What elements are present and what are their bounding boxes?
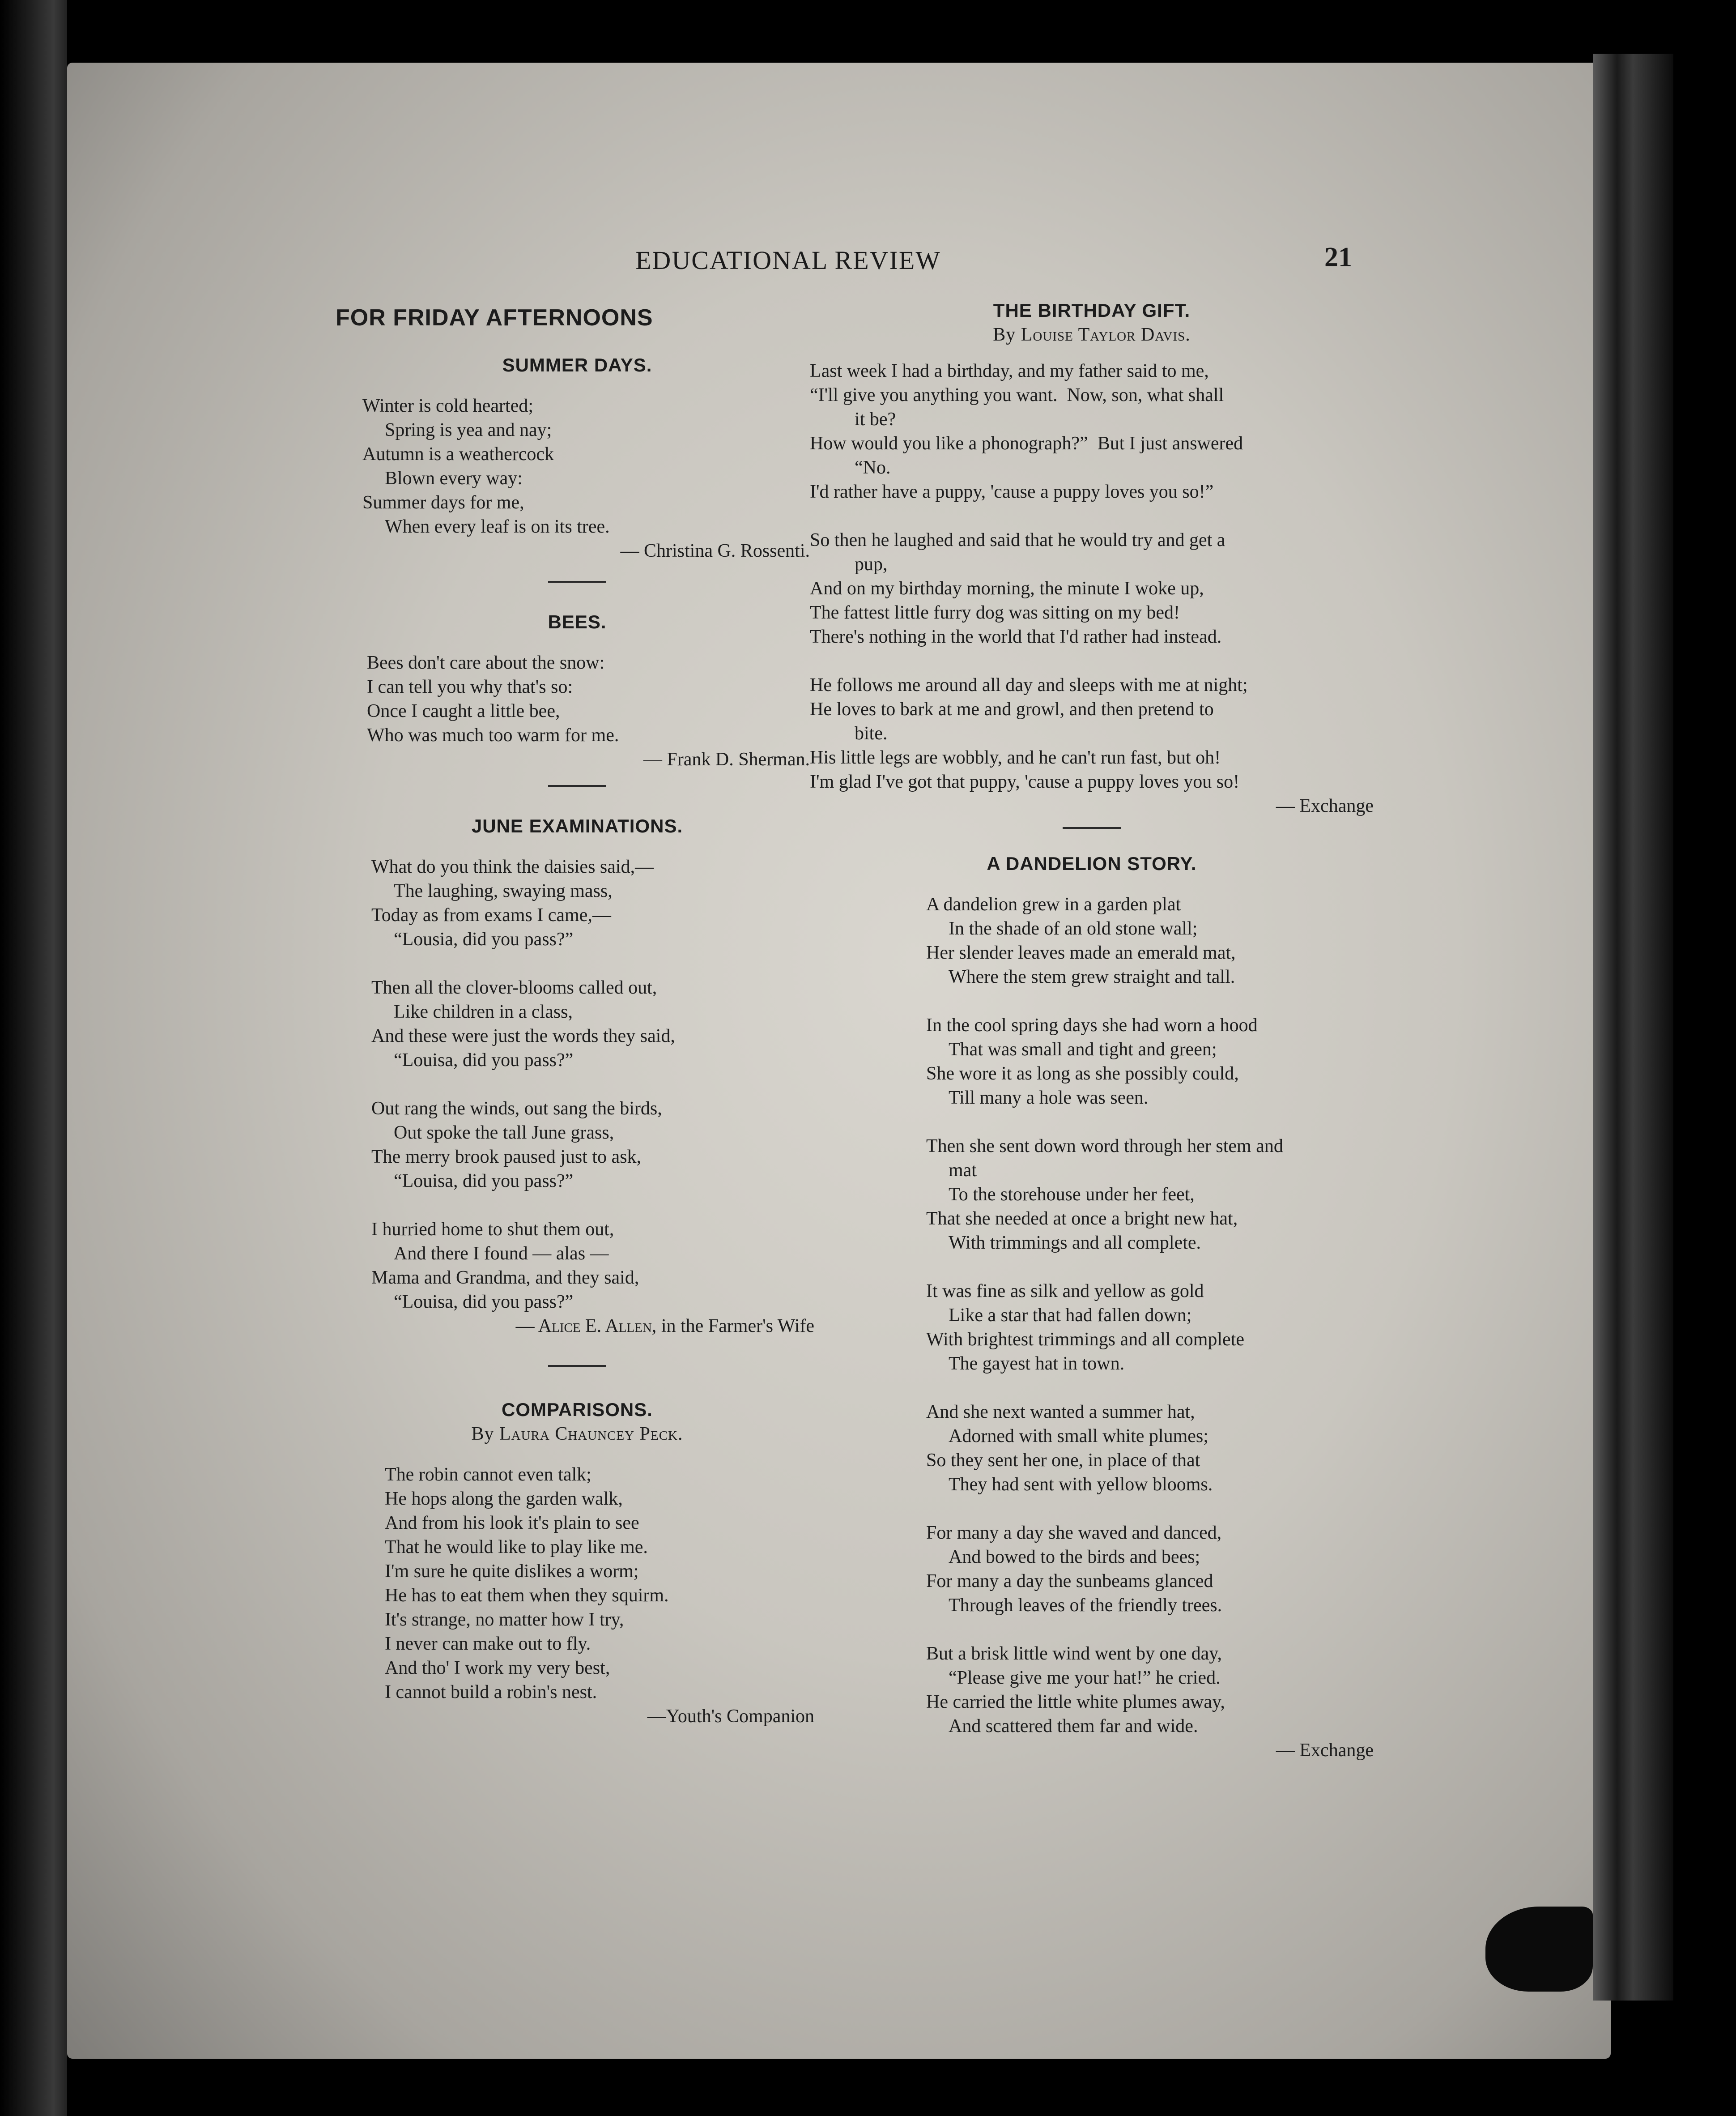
- attribution: — Exchange: [1276, 1740, 1374, 1761]
- poem-line: Summer days for me,: [362, 492, 524, 513]
- poem-line: He hops along the garden walk,: [385, 1489, 623, 1509]
- stanza: [926, 1279, 1374, 1376]
- stanza: [926, 1642, 1374, 1738]
- poem-line: But a brisk little wind went by one day,: [926, 1643, 1222, 1664]
- stanza: [926, 1521, 1374, 1617]
- poem-title-bees: BEES.: [548, 611, 607, 632]
- stanza: [371, 1096, 819, 1193]
- poem-line: That he would like to play like me.: [385, 1537, 648, 1557]
- left-column: [336, 304, 819, 1728]
- attribution: — Christina G. Rossenti.: [620, 541, 810, 561]
- poem-title-comparisons: COMPARISONS.: [502, 1399, 653, 1420]
- poem-line: Then all the clover-blooms called out,: [371, 977, 657, 998]
- byline: [810, 324, 1374, 346]
- poem-line: Mama and Grandma, and they said,: [371, 1267, 639, 1288]
- poem-title-birthday-gift: THE BIRTHDAY GIFT.: [993, 300, 1191, 321]
- poem-line: Adorned with small white plumes;: [949, 1426, 1208, 1446]
- poem-line: “Louisa, did you pass?”: [394, 1292, 574, 1312]
- attribution: — Exchange: [1276, 796, 1374, 816]
- poem-line: Who was much too warm for me.: [367, 725, 619, 746]
- poem-line: Today as from exams I came,—: [371, 905, 611, 926]
- stanza: [371, 976, 819, 1072]
- poem-line: What do you think the daisies said,—: [371, 857, 654, 877]
- poem-line: “Louisa, did you pass?”: [394, 1050, 574, 1071]
- right-book-gutter: [1593, 54, 1673, 2001]
- attribution: — Frank D. Sherman.: [643, 749, 810, 770]
- attribution: [336, 1314, 819, 1338]
- poem-line: “I'll give you anything you want. Now, son, what shall: [810, 385, 1224, 405]
- poem-line: With trimmings and all complete.: [949, 1233, 1201, 1253]
- poem-line: “Lousia, did you pass?”: [394, 929, 574, 950]
- stanza: [926, 1134, 1374, 1255]
- stanza: [926, 1013, 1374, 1110]
- poem-line: Through leaves of the friendly trees.: [949, 1595, 1222, 1616]
- poem-title-dandelion-story: A DANDELION STORY.: [987, 853, 1197, 874]
- byline: [336, 1423, 819, 1445]
- poem-line: They had sent with yellow blooms.: [949, 1474, 1213, 1495]
- poem-line: His little legs are wobbly, and he can't run fast, but oh!: [810, 747, 1221, 768]
- poem-comparisons: [336, 1463, 819, 1704]
- attribution-source: in the Farmer's Wife: [656, 1316, 814, 1336]
- poem-line: mat: [949, 1160, 977, 1181]
- poem-line: How would you like a phonograph?” But I just answered: [810, 433, 1243, 454]
- attribution: —Youth's Companion: [647, 1706, 814, 1727]
- poem-line: I'm sure he quite dislikes a worm;: [385, 1561, 639, 1582]
- byline-author: Laura Chauncey Peck.: [499, 1424, 683, 1444]
- poem-line: The laughing, swaying mass,: [394, 881, 613, 901]
- running-header: EDUCATIONAL REVIEW: [635, 246, 941, 275]
- poem-line: I'm glad I've got that puppy, 'cause a puppy loves you so!: [810, 772, 1240, 792]
- poem-line: He has to eat them when they squirm.: [385, 1585, 669, 1606]
- poem-line: “Please give me your hat!” he cried.: [949, 1668, 1221, 1688]
- poem-birthday-gift: [810, 359, 1374, 794]
- poem-line: Where the stem grew straight and tall.: [949, 967, 1235, 987]
- poem-line: For many a day the sunbeams glanced: [926, 1571, 1213, 1591]
- poem-line: It was fine as silk and yellow as gold: [926, 1281, 1204, 1301]
- poem-line: I hurried home to shut them out,: [371, 1219, 614, 1240]
- poem-line: In the shade of an old stone wall;: [949, 918, 1198, 939]
- stanza: [926, 1400, 1374, 1497]
- poem-line: So they sent her one, in place of that: [926, 1450, 1200, 1471]
- poem-line: Winter is cold hearted;: [362, 396, 533, 416]
- poem-line: bite.: [855, 723, 888, 744]
- poem-line: There's nothing in the world that I'd rather had instead.: [810, 627, 1222, 647]
- poem-line: That she needed at once a bright new hat,: [926, 1208, 1238, 1229]
- poem-line: And these were just the words they said,: [371, 1026, 675, 1046]
- page-number: 21: [1324, 242, 1352, 273]
- stanza: [371, 1217, 819, 1314]
- poem-line: Like children in a class,: [394, 1002, 573, 1022]
- byline-prefix: By: [993, 324, 1021, 345]
- poem-line: In the cool spring days she had worn a hood: [926, 1015, 1258, 1036]
- byline-prefix: By: [471, 1424, 500, 1444]
- poem-line: For many a day she waved and danced,: [926, 1523, 1222, 1543]
- poem-line: I never can make out to fly.: [385, 1634, 591, 1654]
- poem-line: Till many a hole was seen.: [949, 1088, 1149, 1108]
- poem-line: I can tell you why that's so:: [367, 677, 573, 697]
- poem-line: And there I found — alas —: [394, 1243, 609, 1264]
- poem-line: “Louisa, did you pass?”: [394, 1171, 574, 1191]
- poem-line: When every leaf is on its tree.: [385, 516, 610, 537]
- poem-line: A dandelion grew in a garden plat: [926, 894, 1181, 915]
- poem-line: He loves to bark at me and growl, and then pretend to: [810, 699, 1214, 720]
- stanza: [810, 673, 1374, 794]
- stanza: [371, 855, 819, 951]
- poem-line: And bowed to the birds and bees;: [949, 1547, 1200, 1567]
- poem-line: The merry brook paused just to ask,: [371, 1147, 642, 1167]
- poem-line: I cannot build a robin's nest.: [385, 1682, 597, 1702]
- left-book-gutter: [0, 0, 67, 2116]
- attribution-author: — Alice E. Allen,: [515, 1316, 657, 1336]
- poem-line: Spring is yea and nay;: [385, 420, 552, 440]
- stanza: [926, 892, 1374, 989]
- poem-line: Then she sent down word through her stem and: [926, 1136, 1283, 1156]
- poem-line: Out rang the winds, out sang the birds,: [371, 1098, 662, 1119]
- poem-line: Like a star that had fallen down;: [949, 1305, 1192, 1326]
- poem-line: Bees don't care about the snow:: [367, 653, 605, 673]
- poem-line: And tho' I work my very best,: [385, 1658, 610, 1678]
- poem-line: Autumn is a weathercock: [362, 444, 554, 465]
- poem-line: He carried the little white plumes away,: [926, 1692, 1225, 1712]
- poem-line: The robin cannot even talk;: [385, 1464, 591, 1485]
- poem-line: Last week I had a birthday, and my father said to me,: [810, 361, 1209, 381]
- poem-line: Out spoke the tall June grass,: [394, 1122, 614, 1143]
- poem-line: With brightest trimmings and all complete: [926, 1329, 1245, 1350]
- poem-line: That was small and tight and green;: [949, 1039, 1217, 1060]
- poem-line: The gayest hat in town.: [949, 1353, 1125, 1374]
- poem-line: To the storehouse under her feet,: [949, 1184, 1195, 1205]
- poem-line: And scattered them far and wide.: [949, 1716, 1198, 1736]
- poem-summer-days: [336, 394, 819, 539]
- poem-line: She wore it as long as she possibly could,: [926, 1063, 1239, 1084]
- poem-line: pup,: [855, 554, 888, 575]
- poem-line: And from his look it's plain to see: [385, 1513, 639, 1533]
- poem-bees: [336, 651, 819, 747]
- poem-line: I'd rather have a puppy, 'cause a puppy loves you so!”: [810, 482, 1214, 502]
- poem-line: Once I caught a little bee,: [367, 701, 560, 721]
- section-title: FOR FRIDAY AFTERNOONS: [336, 305, 653, 331]
- poem-title-summer-days: SUMMER DAYS.: [502, 354, 652, 375]
- poem-line: Her slender leaves made an emerald mat,: [926, 943, 1236, 963]
- poem-line: Blown every way:: [385, 468, 523, 489]
- stanza: [810, 359, 1374, 504]
- poem-line: And she next wanted a summer hat,: [926, 1402, 1195, 1422]
- poem-line: It's strange, no matter how I try,: [385, 1609, 624, 1630]
- byline-author: Louise Taylor Davis.: [1021, 324, 1191, 345]
- poem-line: And on my birthday morning, the minute I woke up,: [810, 578, 1204, 599]
- poem-line: So then he laughed and said that he would try and get a: [810, 530, 1225, 550]
- poem-title-june-examinations: JUNE EXAMINATIONS.: [471, 815, 683, 836]
- poem-dandelion-story: [810, 892, 1374, 1738]
- poem-line: The fattest little furry dog was sitting on my bed!: [810, 602, 1180, 623]
- poem-line: He follows me around all day and sleeps with me at night;: [810, 675, 1248, 695]
- page-corner-shadow: [1485, 1907, 1593, 1992]
- poem-line: it be?: [855, 409, 896, 430]
- poem-line: “No.: [855, 457, 891, 478]
- poem-june-examinations: [336, 855, 819, 1314]
- stanza: [810, 528, 1374, 649]
- right-column: [810, 300, 1374, 1762]
